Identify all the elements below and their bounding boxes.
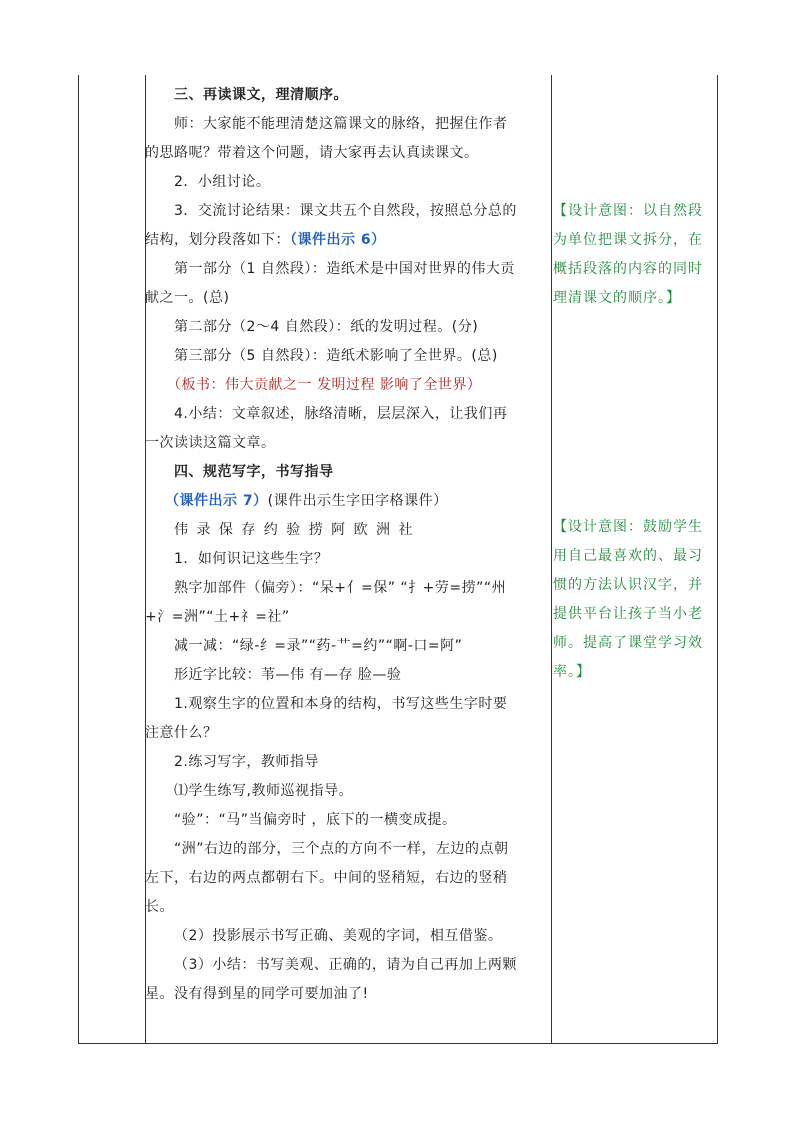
text-line: 4.小结：文章叙述，脉络清晰，层层深入，让我们再: [174, 406, 508, 422]
design-intent-note: 概括段落的内容的同时: [553, 261, 703, 277]
text-line: 减一减：“绿-纟=录”“药-艹=约”“啊-口=阿”: [174, 638, 463, 654]
text-line: 第二部分（2～4 自然段）：纸的发明过程。(分): [174, 319, 479, 335]
courseware-tag: （课件出示 6）: [290, 232, 386, 248]
text-span: 结构，划分段落如下：: [145, 232, 290, 248]
text-line: 长。: [145, 899, 174, 915]
section-heading-4: 四、规范写字，书写指导: [174, 464, 334, 480]
text-line: 2．小组讨论。: [174, 174, 271, 190]
text-line: 第三部分（5 自然段）：造纸术影响了全世界。(总): [174, 348, 498, 364]
text-line: （3）小结：书写美观、正确的，请为自己再加上两颗: [174, 957, 517, 973]
text-line: 3．交流讨论结果：课文共五个自然段，按照总分总的: [174, 203, 517, 219]
text-line: 形近字比较：苇—伟 有—存 脸—验: [174, 667, 402, 683]
design-intent-note: 师。提高了课堂学习效: [553, 635, 703, 651]
text-line: +氵=洲”“土+礻=社”: [145, 609, 290, 625]
text-line: 师：大家能不能理清楚这篇课文的脉络，把握住作者: [174, 116, 508, 132]
design-intent-note: 提供平台让孩子当小老: [553, 606, 703, 622]
text-line: （2）投影展示书写正确、美观的字词，相互借鉴。: [174, 928, 503, 944]
lesson-table: [78, 75, 718, 1044]
text-line: 献之一。(总): [145, 290, 230, 306]
text-line: [165, 489, 448, 513]
text-line: 注意什么？: [145, 725, 218, 741]
design-intent-note: 为单位把课文拆分，在: [553, 232, 703, 248]
blackboard-note: （板书：伟大贡献之一 发明过程 影响了全世界）: [167, 377, 482, 393]
design-intent-note: 率。】: [553, 664, 591, 680]
text-line: [145, 228, 386, 252]
design-intent-note: 【设计意图：以自然段: [553, 203, 703, 219]
new-characters: 伟 录 保 存 约 验 捞 阿 欧 洲 社: [174, 522, 415, 538]
text-line: “洲”右边的部分，三个点的方向不一样，左边的点朝: [174, 841, 509, 857]
text-line: 星。没有得到星的同学可要加油了!: [145, 986, 369, 1002]
design-intent-note: 用自己最喜欢的、最习: [553, 548, 703, 564]
text-line: “验”：“马”当偏旁时 ，底下的一横变成提。: [174, 812, 457, 828]
text-line: 1．如何识记这些生字？: [174, 551, 329, 567]
column-divider-right: [551, 75, 552, 1043]
text-line: 左下，右边的两点都朝右下。中间的竖稍短，右边的竖稍: [145, 870, 508, 886]
section-heading-3: 三、再读课文，理清顺序。: [174, 87, 348, 103]
text-line: 1.观察生字的位置和本身的结构，书写这些生字时要: [174, 696, 508, 712]
design-intent-note: 【设计意图：鼓励学生: [553, 519, 703, 535]
text-span: (课件出示生字田字格课件）: [267, 493, 448, 509]
design-intent-note: 理清课文的顺序。】: [553, 290, 681, 306]
text-line: 的思路呢？带着这个问题，请大家再去认真读课文。: [145, 145, 479, 161]
text-line: ⑴学生练写,教师巡视指导。: [174, 783, 353, 799]
text-line: 熟字加部件（偏旁）：“呆+亻=保” “扌+劳=捞”“州: [174, 580, 507, 596]
text-line: 2.练习写字，教师指导: [174, 754, 319, 770]
text-line: 第一部分（1 自然段）：造纸术是中国对世界的伟大贡: [174, 261, 515, 277]
text-line: 一次读读这篇文章。: [145, 435, 276, 451]
design-intent-note: 惯的方法认识汉字，并: [553, 577, 703, 593]
courseware-tag: （课件出示 7）: [165, 493, 268, 509]
